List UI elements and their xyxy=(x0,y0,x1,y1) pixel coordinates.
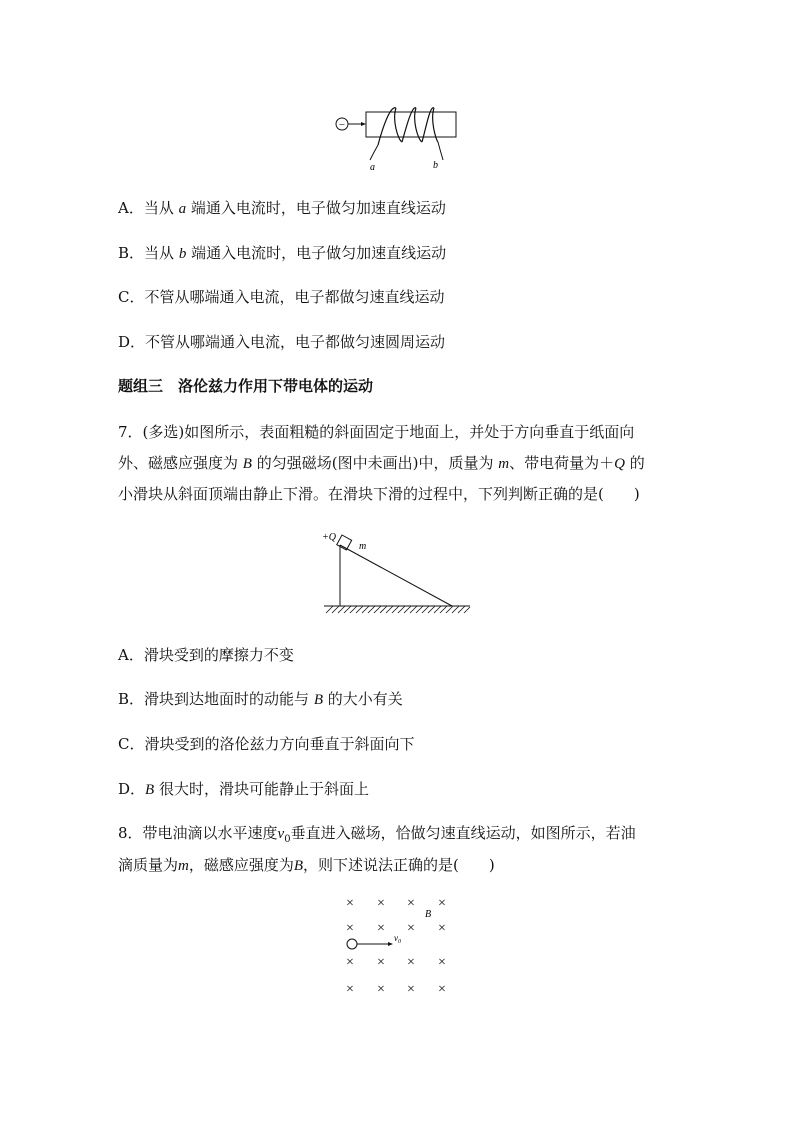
field-label-b: B xyxy=(425,909,432,920)
magnetic-field-figure xyxy=(336,888,456,1003)
field-cross: × xyxy=(346,921,354,936)
field-cross: × xyxy=(377,896,385,911)
q8-line-2: 滴质量为m，磁感应强度为B，则下述说法正确的是( ) xyxy=(118,856,495,874)
q7-line-2: 外、磁感应强度为 B 的匀强磁场(图中未画出)中，质量为 m、带电荷量为＋Q 的 xyxy=(118,454,645,472)
solenoid-coil xyxy=(378,108,438,145)
q8-line-1: 8．带电油滴以水平速度$v_0$垂直进入磁场，恰做匀速直线运动，如图所示，若油 xyxy=(118,824,636,845)
electron-arrowhead xyxy=(361,122,366,126)
field-cross: × xyxy=(438,955,446,970)
mass-label: m xyxy=(359,541,367,552)
electron-symbol: − xyxy=(338,119,346,131)
ground-hatch xyxy=(326,606,470,613)
velocity-label: $v_0$ xyxy=(394,933,401,945)
label-a: a xyxy=(370,162,375,173)
field-cross: × xyxy=(377,955,385,970)
q7-option-b: B．滑块到达地面时的动能与 B 的大小有关 xyxy=(118,690,403,708)
q7-option-d: D．B 很大时，滑块可能静止于斜面上 xyxy=(118,780,369,798)
field-cross: × xyxy=(407,896,415,911)
solenoid-figure xyxy=(330,100,470,175)
field-cross: × xyxy=(407,982,415,997)
field-cross: × xyxy=(438,896,446,911)
velocity-arrowhead xyxy=(388,942,393,946)
field-cross: × xyxy=(377,921,385,936)
field-cross: × xyxy=(438,921,446,936)
q7-option-c: C．滑块受到的洛伦兹力方向垂直于斜面向下 xyxy=(118,735,415,753)
field-cross: × xyxy=(346,955,354,970)
incline-slope xyxy=(340,545,452,606)
charge-label: +Q xyxy=(322,532,336,543)
q7-line-3: 小滑块从斜面顶端由静止下滑。在滑块下滑的过程中，下列判断正确的是( ) xyxy=(118,485,640,503)
field-cross: × xyxy=(407,955,415,970)
section-title: 题组三 洛伦兹力作用下带电体的运动 xyxy=(118,377,374,395)
q6-option-a: A．当从 a 端通入电流时，电子做匀加速直线运动 xyxy=(118,199,446,217)
oil-drop xyxy=(347,939,357,949)
q7-line-1: 7．(多选)如图所示，表面粗糙的斜面固定于地面上，并处于方向垂直于纸面向 xyxy=(118,423,635,441)
q7-option-a: A．滑块受到的摩擦力不变 xyxy=(118,646,294,664)
label-b: b xyxy=(433,160,438,171)
q6-option-c: C．不管从哪端通入电流，电子都做匀速直线运动 xyxy=(118,288,445,306)
solenoid-body xyxy=(366,112,456,137)
wire-a xyxy=(370,145,378,160)
field-cross: × xyxy=(346,896,354,911)
wire-b xyxy=(438,142,443,160)
q6-option-b: B．当从 b 端通入电流时，电子做匀加速直线运动 xyxy=(118,244,447,262)
q6-option-d: D．不管从哪端通入电流，电子都做匀速圆周运动 xyxy=(118,333,446,351)
field-cross: × xyxy=(438,982,446,997)
field-cross: × xyxy=(346,982,354,997)
incline-figure xyxy=(318,527,478,622)
field-cross: × xyxy=(377,982,385,997)
field-cross: × xyxy=(407,921,415,936)
